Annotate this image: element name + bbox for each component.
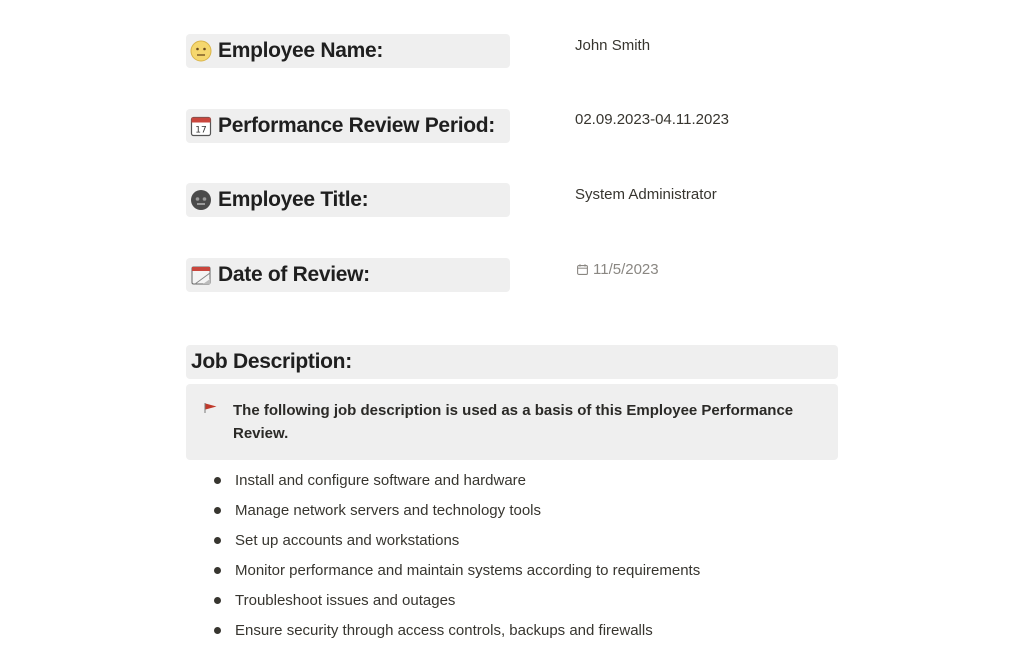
job-description-callout (186, 384, 838, 460)
review-period-label-text: Performance Review Period: (218, 114, 495, 137)
list-item (213, 615, 700, 645)
list-item (213, 525, 700, 555)
job-description-title: Job Description: (191, 350, 352, 373)
svg-text:17: 17 (195, 125, 207, 136)
list-item-text: Install and configure software and hardware (235, 471, 527, 489)
neutral-face-icon (190, 40, 212, 62)
date-of-review-label-text: Date of Review: (218, 263, 370, 286)
calendar-small-icon (577, 264, 588, 275)
employee-name-value[interactable]: John Smith (575, 37, 651, 54)
list-item-text: Manage network servers and technology tools (235, 501, 542, 519)
review-period-label (186, 109, 510, 143)
list-item-text: Monitor performance and maintain systems according to requirements (235, 561, 701, 579)
list-item (213, 465, 700, 495)
red-flag-icon (204, 401, 218, 419)
bullet-dot (214, 627, 221, 634)
job-duties-list (213, 465, 700, 645)
employee-title-value[interactable]: System Administrator (575, 186, 717, 203)
employee-name-label (186, 34, 510, 68)
calendar-icon (190, 115, 212, 137)
list-item (213, 585, 700, 615)
list-item-text: Ensure security through access controls, backups and firewalls (235, 621, 653, 639)
review-period-value[interactable]: 02.09.2023-04.11.2023 (575, 111, 730, 128)
list-item-text: Troubleshoot issues and outages (235, 591, 456, 609)
list-item (213, 495, 700, 525)
bullet-dot (214, 597, 221, 604)
bullet-dot (214, 567, 221, 574)
bullet-dot (214, 507, 221, 514)
bullet-dot (214, 537, 221, 544)
bullet-dot (214, 477, 221, 484)
robot-face-icon (190, 189, 212, 211)
employee-title-label (186, 183, 510, 217)
spiral-calendar-icon (190, 264, 212, 286)
date-of-review-value[interactable] (577, 261, 659, 278)
job-description-header (186, 345, 838, 379)
list-item (213, 555, 700, 585)
date-of-review-label (186, 258, 510, 292)
employee-title-label-text: Employee Title: (218, 188, 369, 211)
date-of-review-text: 11/5/2023 (593, 261, 659, 278)
list-item-text: Set up accounts and workstations (235, 531, 460, 549)
employee-name-label-text: Employee Name: (218, 39, 384, 62)
callout-text: The following job description is used as a basis of this Employee Performance Review. (233, 402, 794, 442)
